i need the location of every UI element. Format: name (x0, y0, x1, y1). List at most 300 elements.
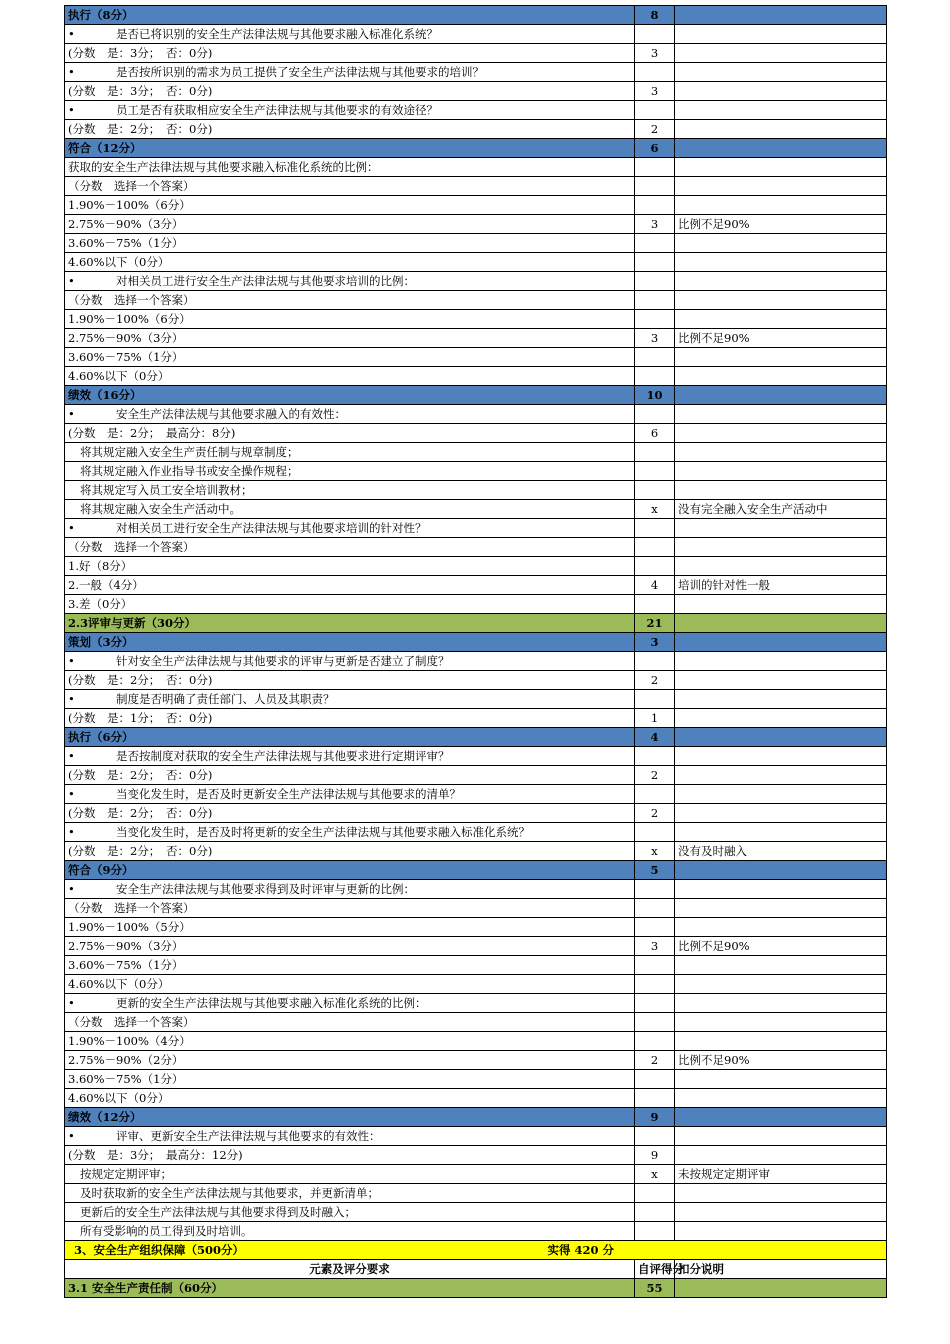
row-note (675, 405, 887, 424)
row-score (635, 918, 675, 937)
row-text-cell (65, 747, 635, 766)
row-text-cell (65, 519, 635, 538)
table-row (65, 899, 887, 918)
row-note (675, 956, 887, 975)
row-score: 9 (635, 1108, 675, 1127)
row-score (635, 348, 675, 367)
table-row (65, 424, 887, 443)
table-row (65, 880, 887, 899)
row-score (635, 785, 675, 804)
row-text-cell (65, 956, 635, 975)
row-note (675, 975, 887, 994)
row-note (675, 1184, 887, 1203)
row-note: 比例不足90% (675, 1051, 887, 1070)
row-text: 符合（12分） (68, 140, 142, 155)
table-row (65, 348, 887, 367)
table-row (65, 671, 887, 690)
table-row (65, 44, 887, 63)
row-note (675, 253, 887, 272)
row-text-cell (65, 291, 635, 310)
row-text-cell (65, 785, 635, 804)
row-score (635, 25, 675, 44)
row-note (675, 861, 887, 880)
row-text-cell (65, 25, 635, 44)
table-row (65, 177, 887, 196)
row-text: （分数 选择一个答案） (68, 1014, 195, 1029)
row-note (675, 538, 887, 557)
bullet-icon: • (68, 881, 75, 896)
table-row (65, 1127, 887, 1146)
row-note (675, 196, 887, 215)
row-note (675, 1070, 887, 1089)
row-text: 按规定定期评审； (80, 1166, 172, 1181)
row-note (675, 1203, 887, 1222)
row-score (635, 690, 675, 709)
row-score: 10 (635, 386, 675, 405)
row-text-cell (65, 1184, 635, 1203)
row-text: (分数 是：3分； 否：0分) (68, 45, 213, 60)
row-text-cell (65, 462, 635, 481)
row-text: 是否按所识别的需求为员工提供了安全生产法律法规与其他要求的培训？ (116, 64, 484, 79)
row-note (675, 709, 887, 728)
row-score: 3 (635, 329, 675, 348)
row-text-cell (65, 538, 635, 557)
table-row (65, 253, 887, 272)
row-note (675, 766, 887, 785)
row-text: 1.90%－100%（4分） (68, 1033, 191, 1048)
row-score (635, 63, 675, 82)
column-header-row (65, 1260, 887, 1279)
row-note (675, 310, 887, 329)
row-score: 2 (635, 1051, 675, 1070)
row-text: 是否按制度对获取的安全生产法律法规与其他要求进行定期评审？ (116, 748, 450, 763)
row-score (635, 595, 675, 614)
row-note (675, 785, 887, 804)
row-note (675, 291, 887, 310)
row-score (635, 652, 675, 671)
row-score (635, 291, 675, 310)
row-score (635, 196, 675, 215)
row-score: x (635, 842, 675, 861)
row-score (635, 462, 675, 481)
row-note: 没有及时融入 (675, 842, 887, 861)
row-text: 绩效（16分） (68, 387, 142, 402)
row-score (635, 880, 675, 899)
row-text: (分数 是：2分； 否：0分) (68, 843, 213, 858)
row-text: 3.1 安全生产责任制（60分） (65, 1279, 635, 1298)
row-note (675, 1222, 887, 1241)
row-text-cell (65, 576, 635, 595)
row-text: 针对安全生产法律法规与其他要求的评审与更新是否建立了制度？ (116, 653, 450, 668)
row-text: 3.60%－75%（1分） (68, 957, 184, 972)
bullet-icon: • (68, 520, 75, 535)
row-text: 将其规定融入作业指导书或安全操作规程； (80, 463, 299, 478)
table-row (65, 234, 887, 253)
row-note (675, 101, 887, 120)
table-row (65, 994, 887, 1013)
table-row (65, 823, 887, 842)
row-text-cell (65, 82, 635, 101)
header-self-score: 自评得分 (635, 1260, 675, 1279)
row-note (675, 1146, 887, 1165)
row-text-cell (65, 101, 635, 120)
row-note (675, 177, 887, 196)
row-note (675, 994, 887, 1013)
table-row (65, 82, 887, 101)
row-score (635, 899, 675, 918)
bullet-icon: • (68, 786, 75, 801)
row-score (635, 557, 675, 576)
section-row (65, 1108, 887, 1127)
table-row (65, 690, 887, 709)
table-row (65, 652, 887, 671)
header-requirements: 元素及评分要求 (65, 1260, 635, 1279)
row-text: （分数 选择一个答案） (68, 539, 195, 554)
row-note (675, 139, 887, 158)
row-score: 2 (635, 120, 675, 139)
row-text: 2.75%－90%（3分） (68, 216, 184, 231)
row-note (675, 63, 887, 82)
row-text-cell (65, 367, 635, 386)
row-text-cell (65, 44, 635, 63)
row-text-cell (65, 690, 635, 709)
row-note (675, 158, 887, 177)
row-text: 将其规定写入员工安全培训教材； (80, 482, 253, 497)
table-row (65, 1070, 887, 1089)
row-text: (分数 是：2分； 最高分：8分) (68, 425, 236, 440)
table-row (65, 272, 887, 291)
row-score (635, 519, 675, 538)
row-note (675, 823, 887, 842)
row-text-cell (65, 63, 635, 82)
row-text-cell (65, 842, 635, 861)
table-row (65, 785, 887, 804)
row-text-cell (65, 880, 635, 899)
row-note (675, 633, 887, 652)
row-score: 21 (635, 614, 675, 633)
row-score: 6 (635, 424, 675, 443)
row-text-cell (65, 937, 635, 956)
bullet-icon: • (68, 273, 75, 288)
table-row (65, 1222, 887, 1241)
row-text-cell (65, 994, 635, 1013)
table-row (65, 25, 887, 44)
row-note (675, 1089, 887, 1108)
row-text: 执行（6分） (68, 729, 134, 744)
row-note (675, 1108, 887, 1127)
table-row (65, 462, 887, 481)
bullet-icon: • (68, 748, 75, 763)
table-row (65, 1165, 887, 1184)
row-text: (分数 是：3分； 否：0分) (68, 83, 213, 98)
row-score: 2 (635, 671, 675, 690)
row-text: 所有受影响的员工得到及时培训。 (80, 1223, 253, 1238)
row-score: 4 (635, 576, 675, 595)
row-score: x (635, 500, 675, 519)
table-row (65, 918, 887, 937)
row-text-cell (65, 766, 635, 785)
bullet-icon: • (68, 1128, 75, 1143)
row-text-cell (65, 405, 635, 424)
table-row (65, 500, 887, 519)
row-score (635, 272, 675, 291)
row-note (675, 1279, 887, 1298)
row-text-cell (65, 310, 635, 329)
row-score: 3 (635, 82, 675, 101)
table-row (65, 329, 887, 348)
row-text-cell (65, 1051, 635, 1070)
section-banner-actual: 实得 420 分 (547, 1242, 614, 1257)
table-row (65, 120, 887, 139)
row-note (675, 424, 887, 443)
row-text: 执行（8分） (68, 7, 134, 22)
row-score (635, 405, 675, 424)
row-score (635, 1222, 675, 1241)
row-score: 3 (635, 215, 675, 234)
row-note (675, 614, 887, 633)
row-score: 55 (635, 1279, 675, 1298)
row-text-cell (65, 728, 635, 747)
row-text-cell (65, 215, 635, 234)
row-text-cell (65, 1146, 635, 1165)
row-note (675, 6, 887, 25)
row-text: 2.一般（4分） (68, 577, 144, 592)
row-text: (分数 是：2分； 否：0分) (68, 767, 213, 782)
row-text-cell (65, 272, 635, 291)
row-note (675, 804, 887, 823)
row-text: 绩效（12分） (68, 1109, 142, 1124)
row-score (635, 253, 675, 272)
section-row (65, 1279, 887, 1298)
row-score: x (635, 1165, 675, 1184)
row-note (675, 671, 887, 690)
row-text-cell (65, 975, 635, 994)
row-score (635, 158, 675, 177)
row-score (635, 956, 675, 975)
row-text: (分数 是：1分； 否：0分) (68, 710, 213, 725)
row-text: 4.60%以下（0分） (68, 1090, 170, 1105)
row-text-cell (65, 1203, 635, 1222)
row-note (675, 44, 887, 63)
row-text: 评审、更新安全生产法律法规与其他要求的有效性： (116, 1128, 381, 1143)
row-note (675, 595, 887, 614)
table-row (65, 158, 887, 177)
row-note: 未按规定定期评审 (675, 1165, 887, 1184)
row-score: 3 (635, 633, 675, 652)
row-score: 9 (635, 1146, 675, 1165)
row-text: (分数 是：2分； 否：0分) (68, 121, 213, 136)
row-score (635, 1089, 675, 1108)
row-text-cell (65, 861, 635, 880)
table-row (65, 1013, 887, 1032)
table-row (65, 709, 887, 728)
row-note (675, 481, 887, 500)
row-note (675, 272, 887, 291)
row-text-cell (65, 557, 635, 576)
row-text: (分数 是：2分； 否：0分) (68, 672, 213, 687)
row-text-cell (65, 424, 635, 443)
row-text-cell (65, 899, 635, 918)
section-banner (65, 1241, 887, 1260)
bullet-icon: • (68, 824, 75, 839)
row-text: 符合（9分） (68, 862, 134, 877)
row-note (675, 519, 887, 538)
section-row (65, 728, 887, 747)
row-note (675, 443, 887, 462)
row-text-cell (65, 652, 635, 671)
row-text: 更新的安全生产法律法规与其他要求融入标准化系统的比例： (116, 995, 427, 1010)
bullet-icon: • (68, 102, 75, 117)
row-text-cell (65, 139, 635, 158)
row-note (675, 652, 887, 671)
row-note (675, 1032, 887, 1051)
bullet-icon: • (68, 26, 75, 41)
row-score (635, 310, 675, 329)
row-text: 对相关员工进行安全生产法律法规与其他要求培训的针对性？ (116, 520, 427, 535)
row-text: 4.60%以下（0分） (68, 254, 170, 269)
table-row (65, 975, 887, 994)
row-score (635, 823, 675, 842)
section-row (65, 386, 887, 405)
row-text-cell (65, 823, 635, 842)
table-row (65, 956, 887, 975)
row-text: (分数 是：2分； 否：0分) (68, 805, 213, 820)
row-text-cell (65, 481, 635, 500)
row-text-cell (65, 671, 635, 690)
table-row (65, 481, 887, 500)
row-note (675, 367, 887, 386)
row-text: 3.差（0分） (68, 596, 133, 611)
row-score (635, 481, 675, 500)
row-score (635, 443, 675, 462)
section-banner-row (65, 1241, 887, 1260)
table-row (65, 443, 887, 462)
row-text: 当变化发生时，是否及时更新安全生产法律法规与其他要求的清单？ (116, 786, 461, 801)
row-note (675, 728, 887, 747)
row-text: 是否已将识别的安全生产法律法规与其他要求融入标准化系统？ (116, 26, 438, 41)
row-note (675, 557, 887, 576)
row-text: (分数 是：3分； 最高分：12分) (68, 1147, 243, 1162)
row-text-cell (65, 1165, 635, 1184)
row-text: 制度是否明确了责任部门、人员及其职责？ (116, 691, 335, 706)
table-row (65, 196, 887, 215)
row-note (675, 348, 887, 367)
row-text-cell (65, 595, 635, 614)
row-text: （分数 选择一个答案） (68, 292, 195, 307)
table-row (65, 1089, 887, 1108)
row-text: 将其规定融入安全生产活动中。 (80, 501, 241, 516)
table-row (65, 747, 887, 766)
row-text-cell (65, 1089, 635, 1108)
bullet-icon: • (68, 653, 75, 668)
row-text-cell (65, 386, 635, 405)
section-row (65, 633, 887, 652)
row-text-cell (65, 804, 635, 823)
table-row (65, 1184, 887, 1203)
row-note (675, 899, 887, 918)
table-row (65, 215, 887, 234)
section-row (65, 6, 887, 25)
row-text: 3.60%－75%（1分） (68, 235, 184, 250)
row-text-cell (65, 709, 635, 728)
row-text: 2.3评审与更新（30分） (68, 615, 197, 630)
row-score (635, 367, 675, 386)
row-text: 安全生产法律法规与其他要求得到及时评审与更新的比例： (116, 881, 415, 896)
row-text-cell (65, 6, 635, 25)
row-text: 更新后的安全生产法律法规与其他要求得到及时融入； (80, 1204, 356, 1219)
row-text-cell (65, 253, 635, 272)
row-text: 4.60%以下（0分） (68, 976, 170, 991)
row-note: 培训的针对性一般 (675, 576, 887, 595)
row-score (635, 975, 675, 994)
row-note (675, 386, 887, 405)
section-row (65, 861, 887, 880)
table-row (65, 519, 887, 538)
table-row (65, 804, 887, 823)
row-score (635, 1032, 675, 1051)
row-text: 对相关员工进行安全生产法律法规与其他要求培训的比例： (116, 273, 415, 288)
table-row (65, 1032, 887, 1051)
table-row (65, 595, 887, 614)
row-text: 安全生产法律法规与其他要求融入的有效性： (116, 406, 346, 421)
row-score (635, 234, 675, 253)
row-score (635, 1203, 675, 1222)
row-text-cell (65, 329, 635, 348)
table-row (65, 63, 887, 82)
row-score (635, 177, 675, 196)
row-note: 比例不足90% (675, 329, 887, 348)
table-row (65, 842, 887, 861)
section-row (65, 139, 887, 158)
row-text-cell (65, 1108, 635, 1127)
row-text: 3.60%－75%（1分） (68, 1071, 184, 1086)
row-text: 当变化发生时，是否及时将更新的安全生产法律法规与其他要求融入标准化系统？ (116, 824, 530, 839)
row-text: 策划（3分） (68, 634, 134, 649)
row-text: 3.60%－75%（1分） (68, 349, 184, 364)
table-row (65, 1051, 887, 1070)
row-score (635, 538, 675, 557)
row-score: 3 (635, 44, 675, 63)
row-text-cell (65, 500, 635, 519)
section-row (65, 614, 887, 633)
row-score (635, 1070, 675, 1089)
bullet-icon: • (68, 995, 75, 1010)
row-note (675, 880, 887, 899)
table-row (65, 557, 887, 576)
table-row (65, 405, 887, 424)
row-note (675, 234, 887, 253)
row-score (635, 101, 675, 120)
bullet-icon: • (68, 691, 75, 706)
row-text: 获取的安全生产法律法规与其他要求融入标准化系统的比例： (68, 159, 379, 174)
table-row (65, 937, 887, 956)
row-score: 5 (635, 861, 675, 880)
row-text: 4.60%以下（0分） (68, 368, 170, 383)
row-text-cell (65, 918, 635, 937)
row-text-cell (65, 120, 635, 139)
table-row (65, 1203, 887, 1222)
row-text-cell (65, 177, 635, 196)
row-text: 1.90%－100%（6分） (68, 311, 191, 326)
row-text-cell (65, 1032, 635, 1051)
table-row (65, 576, 887, 595)
row-note (675, 747, 887, 766)
table-row (65, 766, 887, 785)
row-text-cell (65, 1070, 635, 1089)
row-text-cell (65, 633, 635, 652)
row-text-cell (65, 196, 635, 215)
row-text-cell (65, 158, 635, 177)
